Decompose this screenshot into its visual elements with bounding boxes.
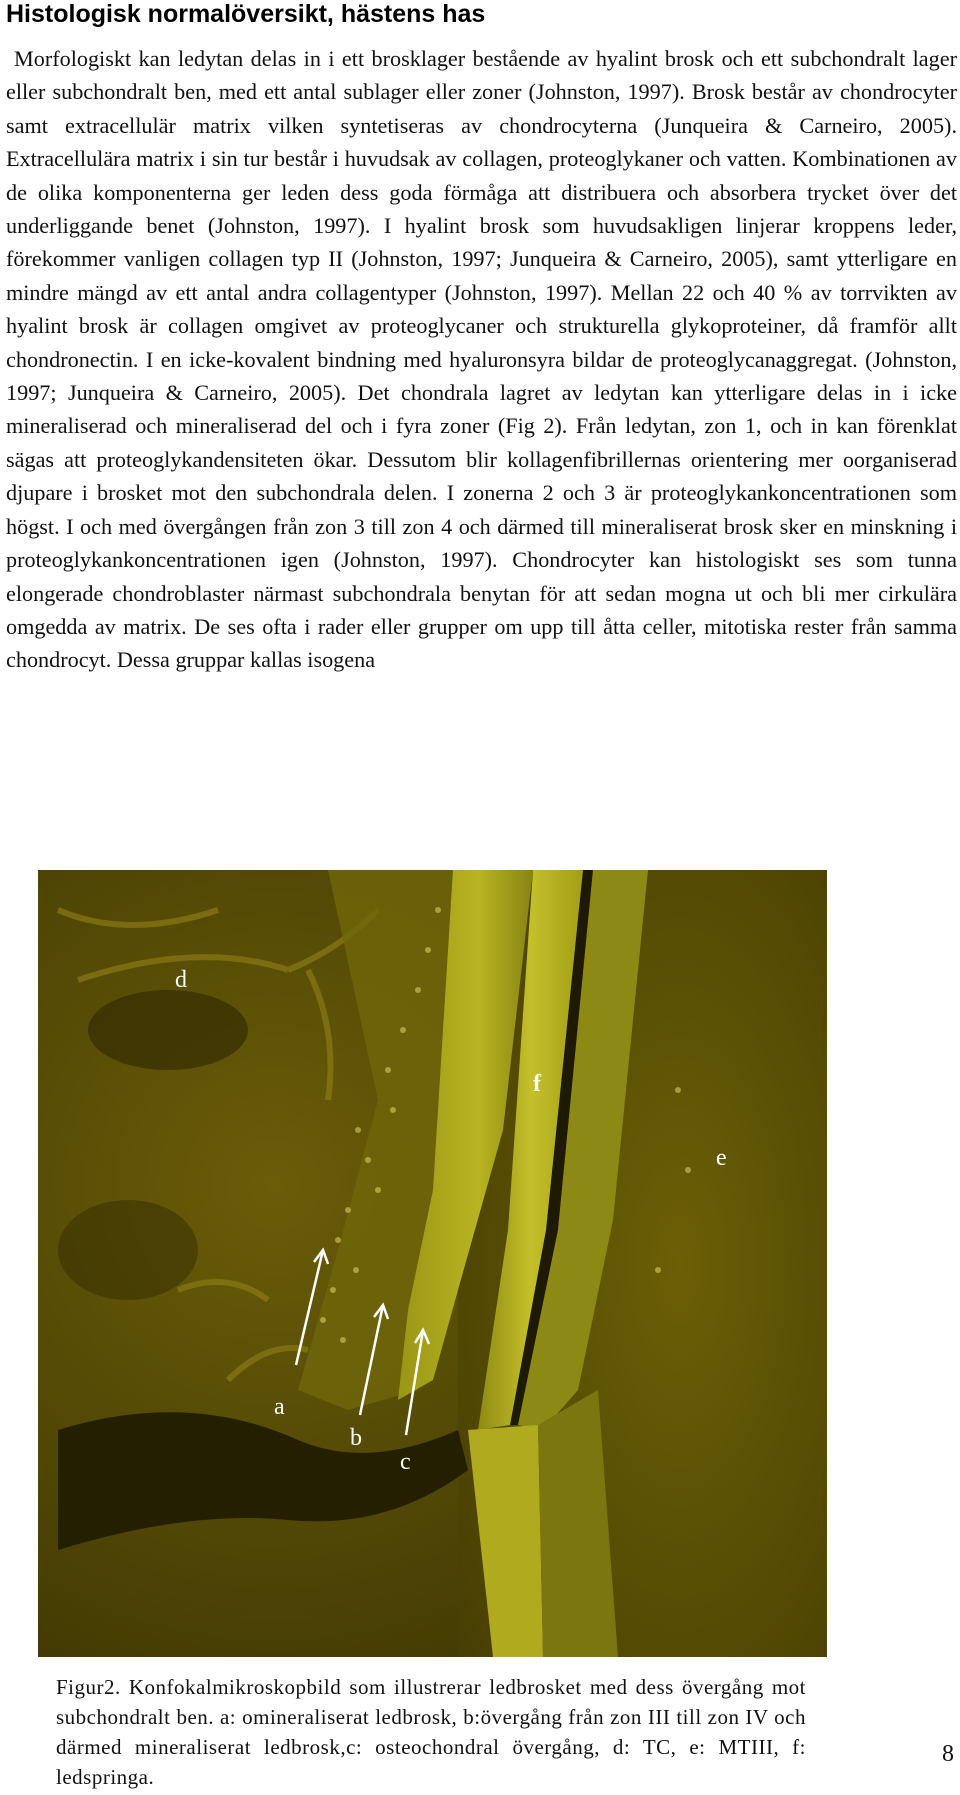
figure-label-e: e <box>716 1145 727 1171</box>
figure-label-c: c <box>400 1449 411 1475</box>
section-heading: Histologisk normalöversikt, hästens has <box>6 0 486 28</box>
dark-patch <box>88 990 248 1070</box>
figure-label-f: f <box>533 1071 541 1097</box>
dark-patch <box>58 1200 198 1300</box>
page-number: 8 <box>942 1741 954 1767</box>
figure-caption: Figur2. Konfokalmikroskopbild som illustrerar ledbrosket med dess övergång mot subchondralt ben. a: omineraliserat ledbrosk, b:övergång från zon III till zon IV och därmed mineraliserat ledbrosk,c: osteochondral övergång, d: TC, e: MTIII, f: ledspringa. <box>56 1675 806 1789</box>
figure-label-b: b <box>350 1425 362 1451</box>
figure-label-d: d <box>175 967 187 993</box>
figure-label-a: a <box>274 1394 285 1420</box>
body-paragraph: Morfologiskt kan ledytan delas in i ett brosklager bestående av hyalint brosk och ett subchondralt lager eller subchondralt ben, med ett antal sublager eller zoner (Johnston, 1997). Brosk består av chondrocyter samt extracellulär matrix vilken syntetiseras av chondrocyterna (Junqueira & Carneiro, 2005). Extracellulära matrix i sin tur består i huvudsak av collagen, proteoglykaner och vatten. Kombinationen av de olika komponenterna ger leden dess goda förmåga att distribuera och absorbera trycket över det underliggande benet (Johnston, 1997). I hyalint brosk som huvudsakligen linjerar kroppens leder, förekommer vanligen collagen typ II (Johnston, 1997; Junqueira & Carneiro, 2005), samt ytterligare en mindre mängd av ett antal andra collagentyper (Johnston, 1997). Mellan 22 och 40 % av torrvikten av hyalint brosk är collagen omgivet av proteoglycaner och strukturella glykoproteiner, då framför allt chondronectin. I en icke-kovalent bindning med hyaluronsyra bildar de proteoglycanaggregat. (Johnston, 1997; Junqueira & Carneiro, 2005). Det chondrala lagret av ledytan kan ytterligare delas in i icke mineraliserad och mineraliserad del och i fyra zoner (Fig 2). Från ledytan, zon 1, och in kan förenklat sägas att proteoglykandensiteten ökar. Dessutom blir kollagenfibrillernas orientering mer oorganiserad djupare i brosket mot den subchondrala delen. I zonerna 2 och 3 är proteoglykankoncentrationen som högst. I och med övergången från zon 3 till zon 4 och därmed till mineraliserat brosk sker en minskning i proteoglykankoncentrationen igen (Johnston, 1997). Chondrocyter kan histologiskt ses som tunna elongerade chondroblaster närmast subchondrala benytan för att sedan mogna ut och bli mer cirkulära omgedda av matrix. De ses ofta i rader eller grupper om upp till åtta celler, mitotiska rester från samma chondrocyt. Dessa gruppar kallas isogena <box>6 46 957 673</box>
micrograph-drawing <box>38 870 827 1657</box>
confocal-micrograph <box>38 870 827 1657</box>
